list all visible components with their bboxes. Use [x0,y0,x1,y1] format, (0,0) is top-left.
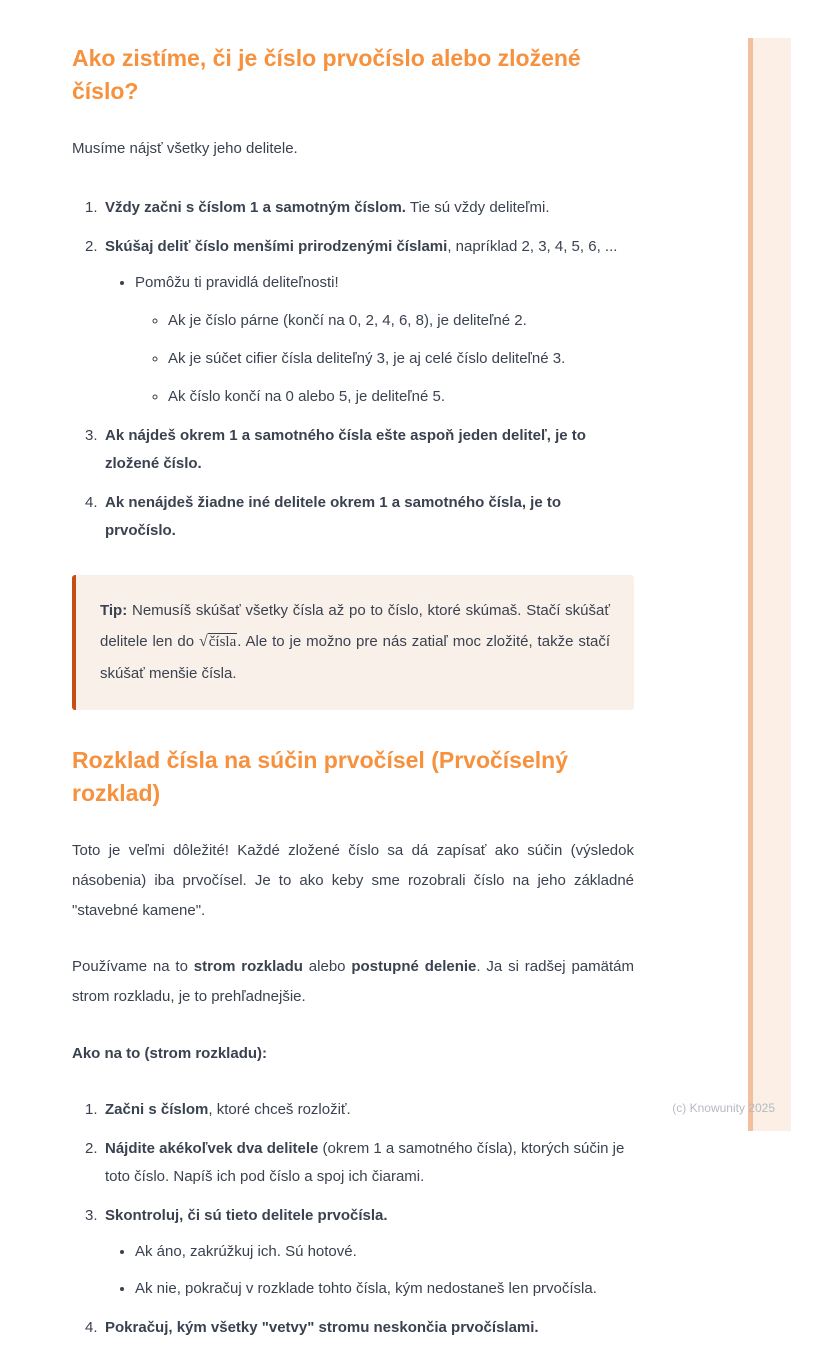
divisibility-list [105,269,634,411]
sqrt-radical-symbol: √ [198,633,208,650]
list-number: 2. [85,238,98,255]
list-number: 1. [85,199,98,216]
tip-label: Tip: [100,602,128,619]
list-item [72,422,634,478]
step-rest-text: (okrem 1 a samotného čísla), ktorých súčin je toto číslo. Napíš ich pod číslo a spoj ich čiarami. [105,1140,625,1185]
tip-text-after-formula: . Ale to je možno pre nás zatiaľ moc zložité, takže stačí skúšať menšie čísla. [100,633,610,682]
step-bold-text: Skúšaj deliť číslo menšími prirodzenými číslami [105,238,448,255]
tip-callout-box [72,575,634,710]
step-bold-text: Ak nájdeš okrem 1 a samotného čísla ešte aspoň jeden deliteľ, je to zložené číslo. [105,427,586,472]
list-number: 3. [85,1207,98,1224]
list-item [72,1135,634,1191]
list-item [135,269,634,411]
how-to-heading: Ako na to (strom rozkladu): [72,1045,268,1062]
para2-bold-term: postupné delenie [351,958,477,975]
section2-steps-list [72,1096,634,1342]
list-item [72,1314,634,1342]
list-item [72,489,634,545]
list-item: ◦ Ak číslo končí na 0 alebo 5, je deliteľné 5. [168,383,634,411]
list-item [72,233,634,411]
list-item: ◦ Ak je číslo párne (končí na 0, 2, 4, 6, 8), je deliteľné 2. [168,307,634,335]
step-bold-text: Nájdite akékoľvek dva delitele [105,1140,319,1157]
step-rest-text: Tie sú vždy deliteľmi. [405,199,550,216]
step-bold-text: Začni s číslom [105,1101,209,1118]
step-rest-text: , napríklad 2, 3, 4, 5, 6, ... [447,238,618,255]
step-bold-text: Ak nenájdeš žiadne iné delitele okrem 1 a samotného čísla, je to prvočíslo. [105,494,561,539]
section2-heading: Rozklad čísla na súčin prvočísel (Prvočíselný rozklad) [72,747,568,806]
para2-text: Používame na to [72,958,194,975]
list-number: 3. [85,427,98,444]
list-item [72,194,634,222]
list-item: • Ak áno, zakrúžkuj ich. Sú hotové. [135,1238,634,1266]
section2-para1: Toto je veľmi dôležité! Každé zložené číslo sa dá zapísať ako súčin (výsledok násobenia) iba prvočísel. Je to ako keby sme rozobrali číslo na jeho základné "stavebné kamene". [72,842,634,919]
list-item: • Ak nie, pokračuj v rozklade tohto čísla, kým nedostaneš len prvočísla. [135,1275,634,1303]
list-number: 4. [85,1319,98,1336]
step-rest-text: , ktoré chceš rozložiť. [208,1101,351,1118]
list-number: 1. [85,1101,98,1118]
sqrt-formula [199,634,237,650]
list-item [72,1202,634,1303]
list-number: 2. [85,1140,98,1157]
para2-text: alebo [302,958,352,975]
section1-heading: Ako zistíme, či je číslo prvočíslo alebo zložené číslo? [72,45,581,104]
section2-para2 [72,952,634,1012]
check-results-list [105,1238,634,1303]
section1-steps-list [72,194,634,545]
section1-intro: Musíme nájsť všetky jeho delitele. [72,140,298,157]
step-bold-text: Pokračuj, kým všetky "vetvy" stromu neskončia prvočíslami. [105,1319,539,1336]
list-number: 4. [85,494,98,511]
sqrt-operand: čísla [208,634,237,650]
footer-copyright: (c) Knowunity 2025 [672,1101,775,1115]
para2-text: . Ja si radšej pamätám strom rozkladu, je to prehľadnejšie. [72,958,634,1005]
document-content [72,0,634,1353]
list-item [72,1096,634,1124]
step-bold-text: Skontroluj, či sú tieto delitele prvočísla. [105,1207,388,1224]
divisibility-rules-list [135,307,634,411]
divisibility-intro: Pomôžu ti pravidlá deliteľnosti! [135,274,339,291]
para2-bold-term: strom rozkladu [193,958,303,975]
list-item: ◦ Ak je súčet cifier čísla deliteľný 3, je aj celé číslo deliteľné 3. [168,345,634,373]
decorative-side-stripe [748,38,791,1131]
tip-text-before-formula: Nemusíš skúšať všetky čísla až po to číslo, ktoré skúmaš. Stačí skúšať delitele len do [100,602,610,650]
step-bold-text: Vždy začni s číslom 1 a samotným číslom. [105,199,406,216]
